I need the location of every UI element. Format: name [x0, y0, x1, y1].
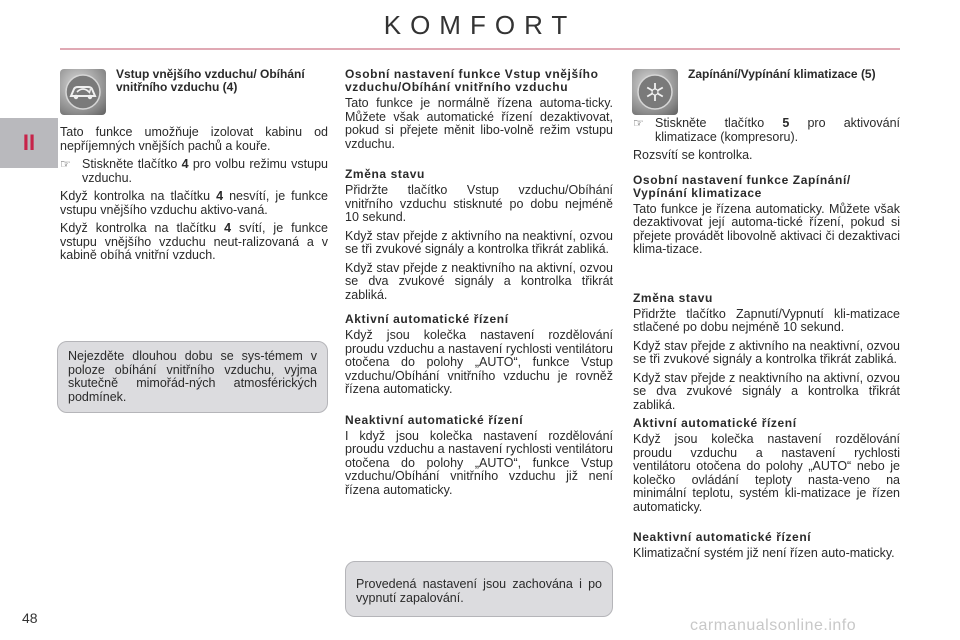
paragraph: Když stav přejde z neaktivního na aktivní, ozvou se dva zvukové signály a kontrolka třikrát zabliká. [345, 260, 613, 302]
button-number: 4 [181, 157, 189, 171]
section-heading-active-auto: Aktivní automatické řízení [345, 312, 509, 326]
paragraph: Rozsvítí se kontrolka. [633, 148, 753, 162]
button-number: 5 [782, 116, 790, 130]
paragraph: Tato funkce je normálně řízena automa-ticky. Můžete však automatické řízení dezaktivovat, pokud si přejete měnit libo-volně režim vstupu vzduchu. [345, 96, 613, 151]
text-run: Stiskněte tlačítko [655, 116, 783, 130]
column-left [60, 126, 328, 268]
spacer [345, 402, 613, 414]
paragraph: Když stav přejde z aktivního na neaktivní, ozvou se tři zvukové signály a kontrolka třikrát zabliká. [633, 338, 900, 366]
text-run: Když kontrolka na tlačítku [60, 189, 217, 203]
section-heading-inactive-auto: Neaktivní automatické řízení [345, 412, 524, 427]
chapter-tab: II [0, 118, 58, 168]
list-item [633, 117, 900, 144]
column-middle [345, 68, 613, 502]
note-box [57, 341, 328, 413]
paragraph: Když jsou kolečka nastavení rozdělování proudu vzduchu a nastavení rychlosti ventilátoru otočena do polohy „AUTO“, funkce Vstup vzduchu/Obíhání vnitřního vzduchu je rovněž řízena automaticky. [345, 328, 613, 396]
page-number: 48 [22, 610, 38, 626]
list-item-text [82, 158, 328, 185]
list-item-text [655, 117, 900, 144]
text-run: pro volbu režimu vstupu vzduchu. [82, 157, 328, 185]
header-rule [60, 48, 900, 50]
paragraph: Tato funkce je řízena automaticky. Můžete však dezaktivovat její automa-tické řízení, pokud si přejete provádět libovolně aktivaci či dezaktivaci klima-tizace. [633, 201, 900, 256]
button-number: 4 [224, 221, 232, 235]
section-heading-personal-ac: Osobní nastavení funkce Zapínání/ Vypínání klimatizace [633, 172, 851, 200]
text-run: svítí, je funkce vstupu vnějšího vzduchu neut-ralizovaná a v kabině obíhá vnitřní vzduch. [60, 221, 328, 262]
section-heading-active-auto: Aktivní automatické řízení [633, 416, 797, 430]
text-run: pro aktivování klimatizace (kompresoru). [655, 116, 900, 144]
ac-snowflake-button-icon [632, 69, 678, 115]
section-heading-change-state: Změna stavu [633, 290, 713, 305]
paragraph [60, 190, 328, 217]
paragraph: Když stav přejde z aktivního na neaktivní, ozvou se tři zvukové signály a kontrolka třikrát zabliká. [345, 228, 613, 256]
note-text: Nejezděte dlouhou dobu se sys-témem v poloze obíhání vnitřního vzduchu, vyjma skutečně mimořád-ných atmosférických podmínek. [68, 349, 317, 404]
column-right [633, 117, 900, 566]
paragraph: Tato funkce umožňuje izolovat kabinu od nepříjemných vnějších pachů a kouře. [60, 125, 328, 153]
paragraph: Klimatizační systém již není řízen auto-maticky. [633, 546, 895, 560]
pointing-hand-icon: ☞ [633, 116, 644, 130]
watermark: carmanualsonline.info [690, 617, 857, 634]
paragraph: Přidržte tlačítko Zapnutí/Vypnutí kli-matizace stlačené po dobu nejméně 10 sekund. [633, 306, 900, 334]
paragraph: Přidržte tlačítko Vstup vzduchu/Obíhání vnitřního vzduchu stisknuté po dobu nejméně 10 sekund. [345, 183, 613, 224]
page-title: KOMFORT [383, 10, 577, 40]
section-heading-inactive-auto: Neaktivní automatické řízení [633, 530, 812, 544]
list-item [60, 158, 328, 185]
recirculation-button-icon [60, 69, 106, 115]
section-heading-ac-onoff: Zapínání/Vypínání klimatizace (5) [688, 67, 876, 81]
text-run: nesvítí, je funkce vstupu vnějšího vzduchu aktivo-vaná. [60, 189, 329, 217]
spacer [633, 262, 900, 292]
note-text: Provedená nastavení jsou zachována i po vypnutí zapalování. [356, 577, 602, 605]
note-box [345, 561, 613, 617]
text-run: Stiskněte tlačítko [82, 157, 182, 171]
button-number: 4 [216, 189, 224, 203]
paragraph: I když jsou kolečka nastavení rozdělování proudu vzduchu a nastavení rychlosti ventilátoru otočena do polohy „AUTO“, funkce Vstup vzduchu/Obíhání vnitřního vzduchu již není řízena automaticky. [345, 428, 613, 497]
paragraph: Když jsou kolečka nastavení rozdělování proudu vzduchu a nastavení rychlosti ventilátoru otočena do polohy „AUTO“ nebo je kolečko ovládání teploty nasta-veno na minimální teplotu, systém kli-matizace je řízen automaticky. [633, 432, 900, 514]
section-heading-personal-setting: Osobní nastavení funkce Vstup vnějšího vzduchu/Obíhání vnitřního vzduchu [345, 67, 599, 94]
text-run: Když kontrolka na tlačítku [60, 221, 225, 235]
section-heading-change-state: Změna stavu [345, 167, 425, 181]
paragraph: Když stav přejde z neaktivního na aktivní, ozvou se dva zvukové signály a kontrolka třikrát zabliká. [633, 370, 900, 412]
pointing-hand-icon: ☞ [60, 157, 71, 171]
section-heading-recirculation: Vstup vnějšího vzduchu/ Obíhání vnitřního vzduchu (4) [116, 67, 305, 94]
paragraph [60, 222, 328, 263]
